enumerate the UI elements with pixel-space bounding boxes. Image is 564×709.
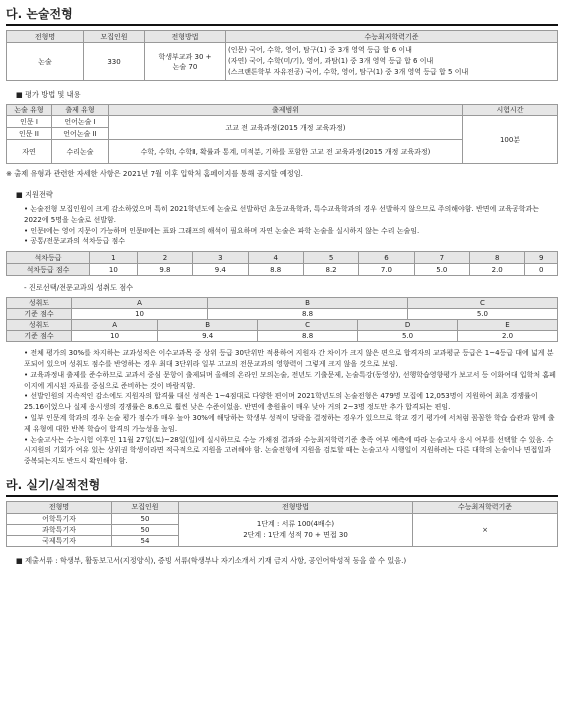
score-cell: 5.0 [407, 309, 557, 320]
criteria-line: (자연) 국어, 수학(미/기), 영어, 과탐(1) 중 3개 영역 등급 합 6 이내 [228, 57, 434, 65]
row-label: 석차등급 [7, 252, 90, 264]
grade-cell: 7 [414, 252, 469, 264]
col-header: 전형명 [7, 501, 112, 513]
eval-label: ■ 평가 방법 및 내용 [16, 90, 81, 99]
score-cell: 10 [72, 331, 158, 342]
criteria-line: (인문) 국어, 수학, 영어, 탐구(1) 중 3개 영역 등급 합 6 이내 [228, 46, 412, 54]
section-title: 다. 논술전형 [6, 4, 558, 26]
cell-quota: 50 [112, 524, 179, 535]
col-header: 모집인원 [112, 501, 179, 513]
criteria-line: (스크랜튼학부 자유전공) 국어, 수학, 영어, 탐구(1) 중 3개 영역 등급 합 5 이내 [228, 68, 469, 76]
grade-cell: 2 [137, 252, 192, 264]
score-cell: 9.8 [137, 264, 192, 276]
score-cell: 8.2 [303, 264, 358, 276]
grade-cell: 5 [303, 252, 358, 264]
row-label: 기준 점수 [7, 309, 72, 320]
achv-cell: D [358, 320, 458, 331]
method-line: 논술 70 [172, 62, 198, 71]
col-header: 논술 유형 [7, 105, 52, 116]
col-header: 수능최저학력기준 [413, 501, 558, 513]
note-item: • 교육과정내 출제를 준수하므로 교과서 중심 문항이 출제되며 올해의 온라인 모의논술, 전년도 기출문제, 논술특강(동영상), 선행학습영향평가 보고서 등 이화여대 입학처 홈페이지에 게시된 자료를 중심으로 준비하는 것이 바람직함. [24, 370, 556, 390]
essay-scope: 고교 전 교육과정(2015 개정 교육과정) [109, 116, 463, 140]
essay-q: 언어논술 I [52, 116, 109, 128]
essay-type: 자연 [7, 140, 52, 164]
strategy-item: • 공통/전문교과의 석차등급 점수 [24, 237, 126, 246]
essay-time: 100분 [463, 116, 558, 164]
essay-scope: 수학, 수학Ⅰ, 수학Ⅱ, 확률과 통계, 미적분, 기하를 포함한 고교 전 교육과정(2015 개정 교육과정) [109, 140, 463, 164]
strategy-item: • 인문I에는 영어 지문이 가능하며 인문II에는 표와 그래프의 해석이 필요하며 자연 논술은 파학 논술을 실시하지 않는 수리 논술임. [24, 226, 420, 235]
achv-cell: E [458, 320, 558, 331]
cell-name: 어학특기자 [7, 513, 112, 524]
grade-cell: 6 [359, 252, 414, 264]
score-cell: 0 [525, 264, 558, 276]
achv-cell: C [258, 320, 358, 331]
note-item: • 논술고사는 수능시험 이후인 11월 27일(토)~28일(일)에 실시하므로 수능 가채점 결과와 수능최저학력기준 충족 여부 예측에 따라 논술고사 응시 여부를 선택할 수 있음. 수시지원의 기회가 여유 있는 상위권 학생이라면 적극적으로 지원을 고려해야 함. 논술전형에 지원을 검토할 때는 논술고사 시행일이 지원하려는 다른 대학의 논술이나 면접일과 중복되는지도 반드시 확인해야 함. [24, 435, 554, 466]
essay-type: 인문 II [7, 128, 52, 140]
row-label: 성취도 [7, 320, 72, 331]
essay-q: 수리논술 [52, 140, 109, 164]
practical-table [6, 501, 558, 547]
achv-cell: A [72, 298, 208, 309]
col-header: 모집인원 [84, 31, 145, 43]
score-cell: 7.0 [359, 264, 414, 276]
score-cell: 9.4 [158, 331, 258, 342]
cell-name: 과학특기자 [7, 524, 112, 535]
score-cell: 8.8 [248, 264, 303, 276]
achv-cell: A [72, 320, 158, 331]
score-cell: 5.0 [358, 331, 458, 342]
col-header: 전형방법 [179, 501, 413, 513]
section-title: 라. 실기/실적전형 [6, 475, 558, 497]
score-cell: 9.4 [193, 264, 248, 276]
grade-table [6, 251, 558, 276]
method-line: 학생부교과 30 + [158, 52, 212, 61]
col-header: 시험시간 [463, 105, 558, 116]
grade-cell: 4 [248, 252, 303, 264]
note: ※ 출제 유형과 관련한 자세한 사항은 2021년 7월 이후 입학처 홈페이지를 통해 공지할 예정임. [6, 169, 303, 178]
achv-cell: B [208, 298, 408, 309]
method-line: 2단계 : 1단계 성적 70 + 면접 30 [243, 530, 348, 539]
essay-q: 언어논술 II [52, 128, 109, 140]
docs-note: ■ 제출서류 : 학생부, 활동보고서(지정양식), 증빙 서류(학생부나 자기소개서 기재 금지 사항, 공인어학성적 등을 쓸 수 있음.) [16, 555, 407, 565]
essay-table [6, 104, 558, 164]
cell-criteria: × [413, 513, 558, 546]
note-item: • 일부 인문계 학과의 경우 논술 평가 점수가 매우 높아 30%에 해당하는 학생부 성적이 당락을 결정하는 경우가 있으므로 학교 경기 평가에 서처럼 꼼꼼한 학습 습관과 함께 출제 유형에 대한 반복 학습이 합격의 가능성을 높임. [24, 413, 555, 433]
cell-quota: 54 [112, 535, 179, 546]
cell-name: 논술 [7, 43, 84, 81]
col-header: 전형명 [7, 31, 84, 43]
cell-quota: 330 [84, 43, 145, 81]
achv-cell: C [407, 298, 557, 309]
page [6, 4, 558, 566]
cell-quota: 50 [112, 513, 179, 524]
method-line: 1단계 : 서류 100(4배수) [256, 519, 335, 528]
row-label: 석차등급 점수 [7, 264, 90, 276]
score-cell: 10 [90, 264, 138, 276]
score-cell: 2.0 [470, 264, 525, 276]
col-header: 전형방법 [145, 31, 226, 43]
score-cell: 8.8 [208, 309, 408, 320]
cell-method [179, 513, 413, 546]
strategy-label: ■ 지원전략 [16, 190, 53, 199]
grade-cell: 1 [90, 252, 138, 264]
note-item: • 선발인원의 지속적인 감소에도 지원자의 합격률 대신 성적은 1~4점대로 다양한 편이며 2021학년도의 논술전형은 479명 모집에 12,053명이 지원하여 최초 경쟁률이 25.16이었으나 실제 응시생의 경쟁률은 8.6으로 훨씬 낮은 수준이었음. 반면에 충원율이 매우 낮아 거의 2~3명 정도만 추가 합격되는 편임. [24, 392, 538, 412]
cell-criteria [226, 43, 558, 81]
score-cell: 2.0 [458, 331, 558, 342]
admission-table [6, 30, 558, 81]
grade-cell: 9 [525, 252, 558, 264]
grade-cell: 8 [470, 252, 525, 264]
essay-type: 인문 I [7, 116, 52, 128]
col-header: 출제범위 [109, 105, 463, 116]
grade-cell: 3 [193, 252, 248, 264]
score-cell: 5.0 [414, 264, 469, 276]
col-header: 수능최저학력기준 [226, 31, 558, 43]
score-cell: 10 [72, 309, 208, 320]
achv-cell: B [158, 320, 258, 331]
cell-method [145, 43, 226, 81]
cell-name: 국제특기자 [7, 535, 112, 546]
row-label: 성취도 [7, 298, 72, 309]
career-label: - 진로선택/전문교과의 성취도 점수 [24, 283, 134, 293]
strategy-item: • 논술전형 모집인원이 크게 감소하였으며 특히 2021학년도에 논술로 선발하던 초등교육학과, 특수교육학과의 경우 선발하지 않으므로 주의해야함. 반면에 교육공학과는 2022에 5명을 논술로 선발함. [24, 205, 540, 224]
score-cell: 8.8 [258, 331, 358, 342]
col-header: 출제 유형 [52, 105, 109, 116]
achievement-table [6, 297, 558, 342]
note-item: • 전체 평가의 30%를 차지하는 교과성적은 이수교과목 중 상위 등급 30단위만 적용하여 지원자 간 차이가 크지 않은 편으로 합격자의 교과평균 등급은 1~4등급 대에 넓게 분포되어 있으며 성취도 점수를 반영하는 경우 최대 3단위라 일부 고교의 전문교과의 영향력이 그렇게 크지 않을 것으로 보임. [24, 349, 554, 368]
row-label: 기준 점수 [7, 331, 72, 342]
